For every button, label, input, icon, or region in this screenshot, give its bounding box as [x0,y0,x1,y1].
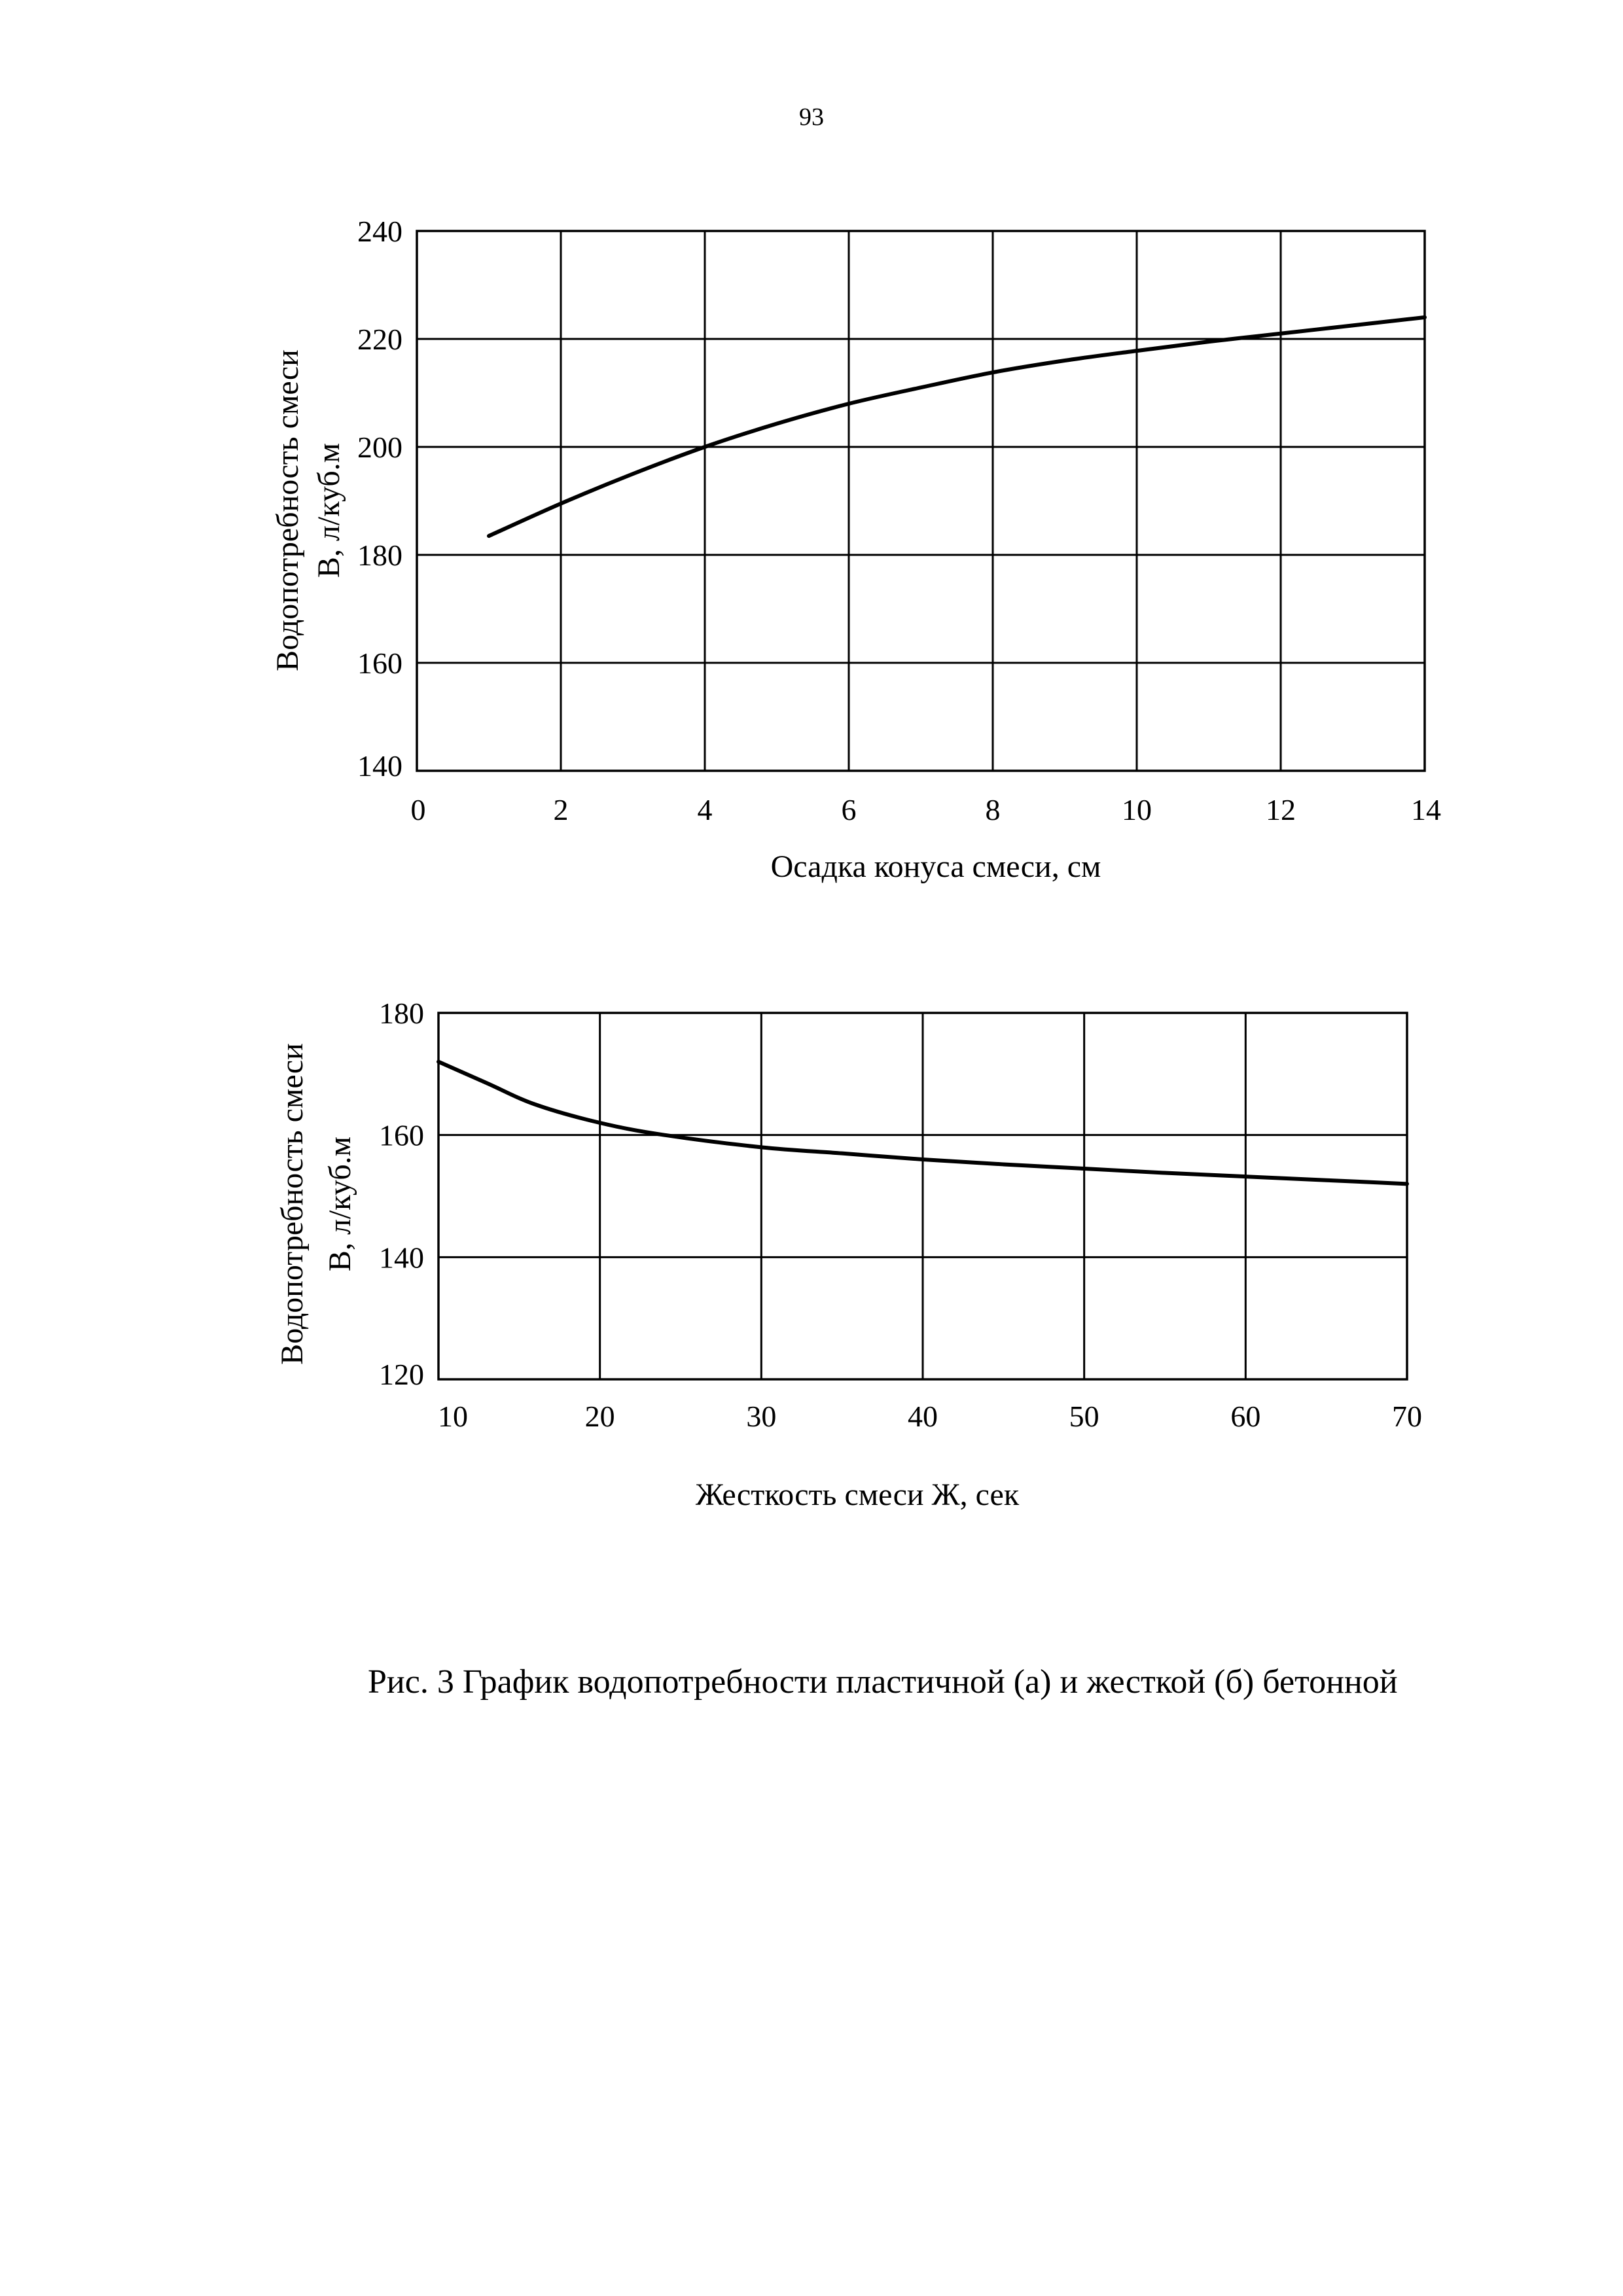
y-axis-title-line1: Водопотребность смеси [270,349,305,671]
x-tick-label: 20 [584,1400,615,1433]
y-axis-title-line2: В, л/куб.м [312,442,346,578]
y-tick-label: 140 [357,749,402,783]
y-tick-label: 200 [357,431,402,464]
y-tick-label: 180 [357,539,402,572]
x-tick-label: 12 [1266,793,1296,826]
x-tick-label: 4 [697,793,713,826]
y-tick-label: 140 [379,1241,424,1275]
x-tick-label: 50 [1069,1400,1099,1433]
x-tick-label: 30 [746,1400,777,1433]
y-axis-title-line1: Водопотребность смеси [275,1043,310,1365]
y-axis-title-line2: В, л/куб.м [323,1136,357,1272]
x-tick-label: 6 [841,793,857,826]
x-tick-label: 10 [438,1400,468,1433]
x-tick-label: 60 [1230,1400,1261,1433]
x-axis-title: Жесткость смеси Ж, сек [695,1477,1020,1512]
y-tick-label: 220 [357,323,402,356]
x-tick-label: 40 [908,1400,938,1433]
page-number: 93 [799,103,824,131]
y-tick-label: 160 [379,1118,424,1152]
x-tick-label: 0 [410,793,426,826]
figure-caption: Рис. 3 График водопотребности пластичной (а) и жесткой (б) бетонной [368,1663,1398,1701]
x-tick-label: 10 [1122,793,1152,826]
x-tick-label: 2 [553,793,569,826]
y-tick-label: 120 [379,1358,424,1391]
x-tick-label: 14 [1411,793,1441,826]
x-tick-label: 70 [1392,1400,1422,1433]
x-tick-label: 8 [985,793,1001,826]
y-tick-label: 240 [357,215,402,248]
x-axis-title: Осадка конуса смеси, см [770,849,1101,884]
y-tick-label: 160 [357,646,402,680]
y-tick-label: 180 [379,997,424,1030]
